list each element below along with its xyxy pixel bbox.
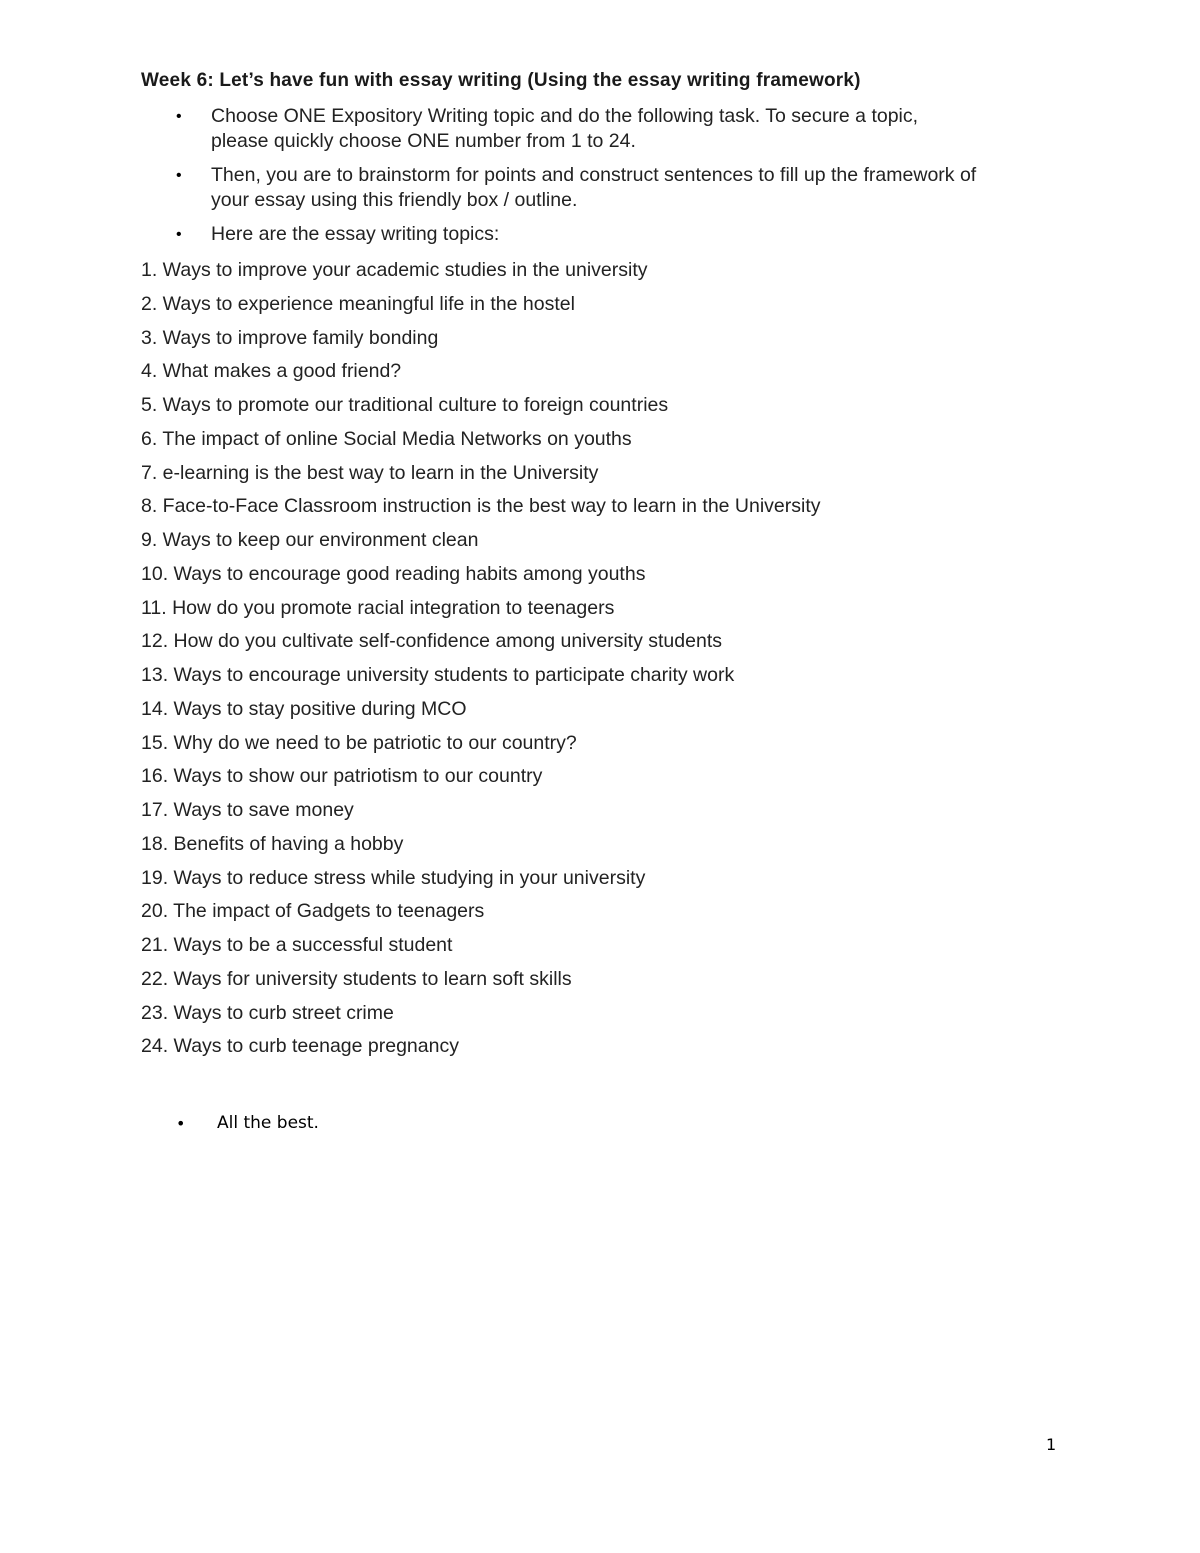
topic-item: 2. Ways to experience meaningful life in the hostel xyxy=(141,292,575,315)
topic-item: 9. Ways to keep our environment clean xyxy=(141,529,479,551)
topic-item: 1. Ways to improve your academic studies in the university xyxy=(141,259,648,281)
page-title: Week 6: Let’s have fun with essay writing (Using the essay writing framework) xyxy=(141,70,861,91)
topic-item: 4. What makes a good friend? xyxy=(141,360,402,383)
instruction-item xyxy=(141,163,1071,213)
topic-item: 14. Ways to stay positive during MCO xyxy=(141,697,467,720)
instruction-list xyxy=(141,104,1071,256)
topic-item: 19. Ways to reduce stress while studying in your university xyxy=(141,866,646,889)
instruction-item xyxy=(141,104,1071,154)
topic-list xyxy=(141,254,1071,1064)
topic-item: 23. Ways to curb street crime xyxy=(141,1001,394,1024)
instruction-line: Choose ONE Expository Writing topic and do the following task. To secure a topic, xyxy=(211,105,919,127)
topic-item: 24. Ways to curb teenage pregnancy xyxy=(141,1035,459,1058)
instruction-line: your essay using this friendly box / outline. xyxy=(211,189,578,211)
closing-item xyxy=(141,1111,319,1136)
bullet-icon: • xyxy=(176,167,182,184)
instruction-item xyxy=(141,222,1071,247)
topic-item: 11. How do you promote racial integration to teenagers xyxy=(141,596,615,619)
closing-list xyxy=(141,1111,319,1145)
topic-item: 13. Ways to encourage university students to participate charity work xyxy=(141,664,735,686)
closing-text: All the best. xyxy=(217,1113,319,1133)
topic-item: 20. The impact of Gadgets to teenagers xyxy=(141,900,485,923)
bullet-icon: • xyxy=(176,1114,186,1133)
topic-item: 8. Face-to-Face Classroom instruction is the best way to learn in the University xyxy=(141,495,821,518)
topic-item: 7. e-learning is the best way to learn in the University xyxy=(141,461,599,484)
instruction-line: Here are the essay writing topics: xyxy=(211,223,500,245)
topic-item: 15. Why do we need to be patriotic to our country? xyxy=(141,731,577,754)
topic-item: 5. Ways to promote our traditional culture to foreign countries xyxy=(141,394,669,416)
instruction-line: Then, you are to brainstorm for points and construct sentences to fill up the framework of xyxy=(211,164,977,186)
topic-item: 16. Ways to show our patriotism to our country xyxy=(141,765,543,788)
topic-item: 10. Ways to encourage good reading habits among youths xyxy=(141,562,646,585)
topic-item: 22. Ways for university students to learn soft skills xyxy=(141,967,572,990)
topic-item: 12. How do you cultivate self-confidence among university students xyxy=(141,630,722,653)
instruction-line: please quickly choose ONE number from 1 to 24. xyxy=(211,130,636,152)
bullet-icon: • xyxy=(176,108,182,125)
bullet-icon: • xyxy=(176,226,182,243)
topic-item: 6. The impact of online Social Media Networks on youths xyxy=(141,427,632,450)
page-number: 1 xyxy=(1046,1435,1057,1454)
topic-item: 17. Ways to save money xyxy=(141,799,354,821)
topic-item: 3. Ways to improve family bonding xyxy=(141,326,439,349)
topic-item: 18. Benefits of having a hobby xyxy=(141,832,404,855)
topic-item: 21. Ways to be a successful student xyxy=(141,934,453,956)
